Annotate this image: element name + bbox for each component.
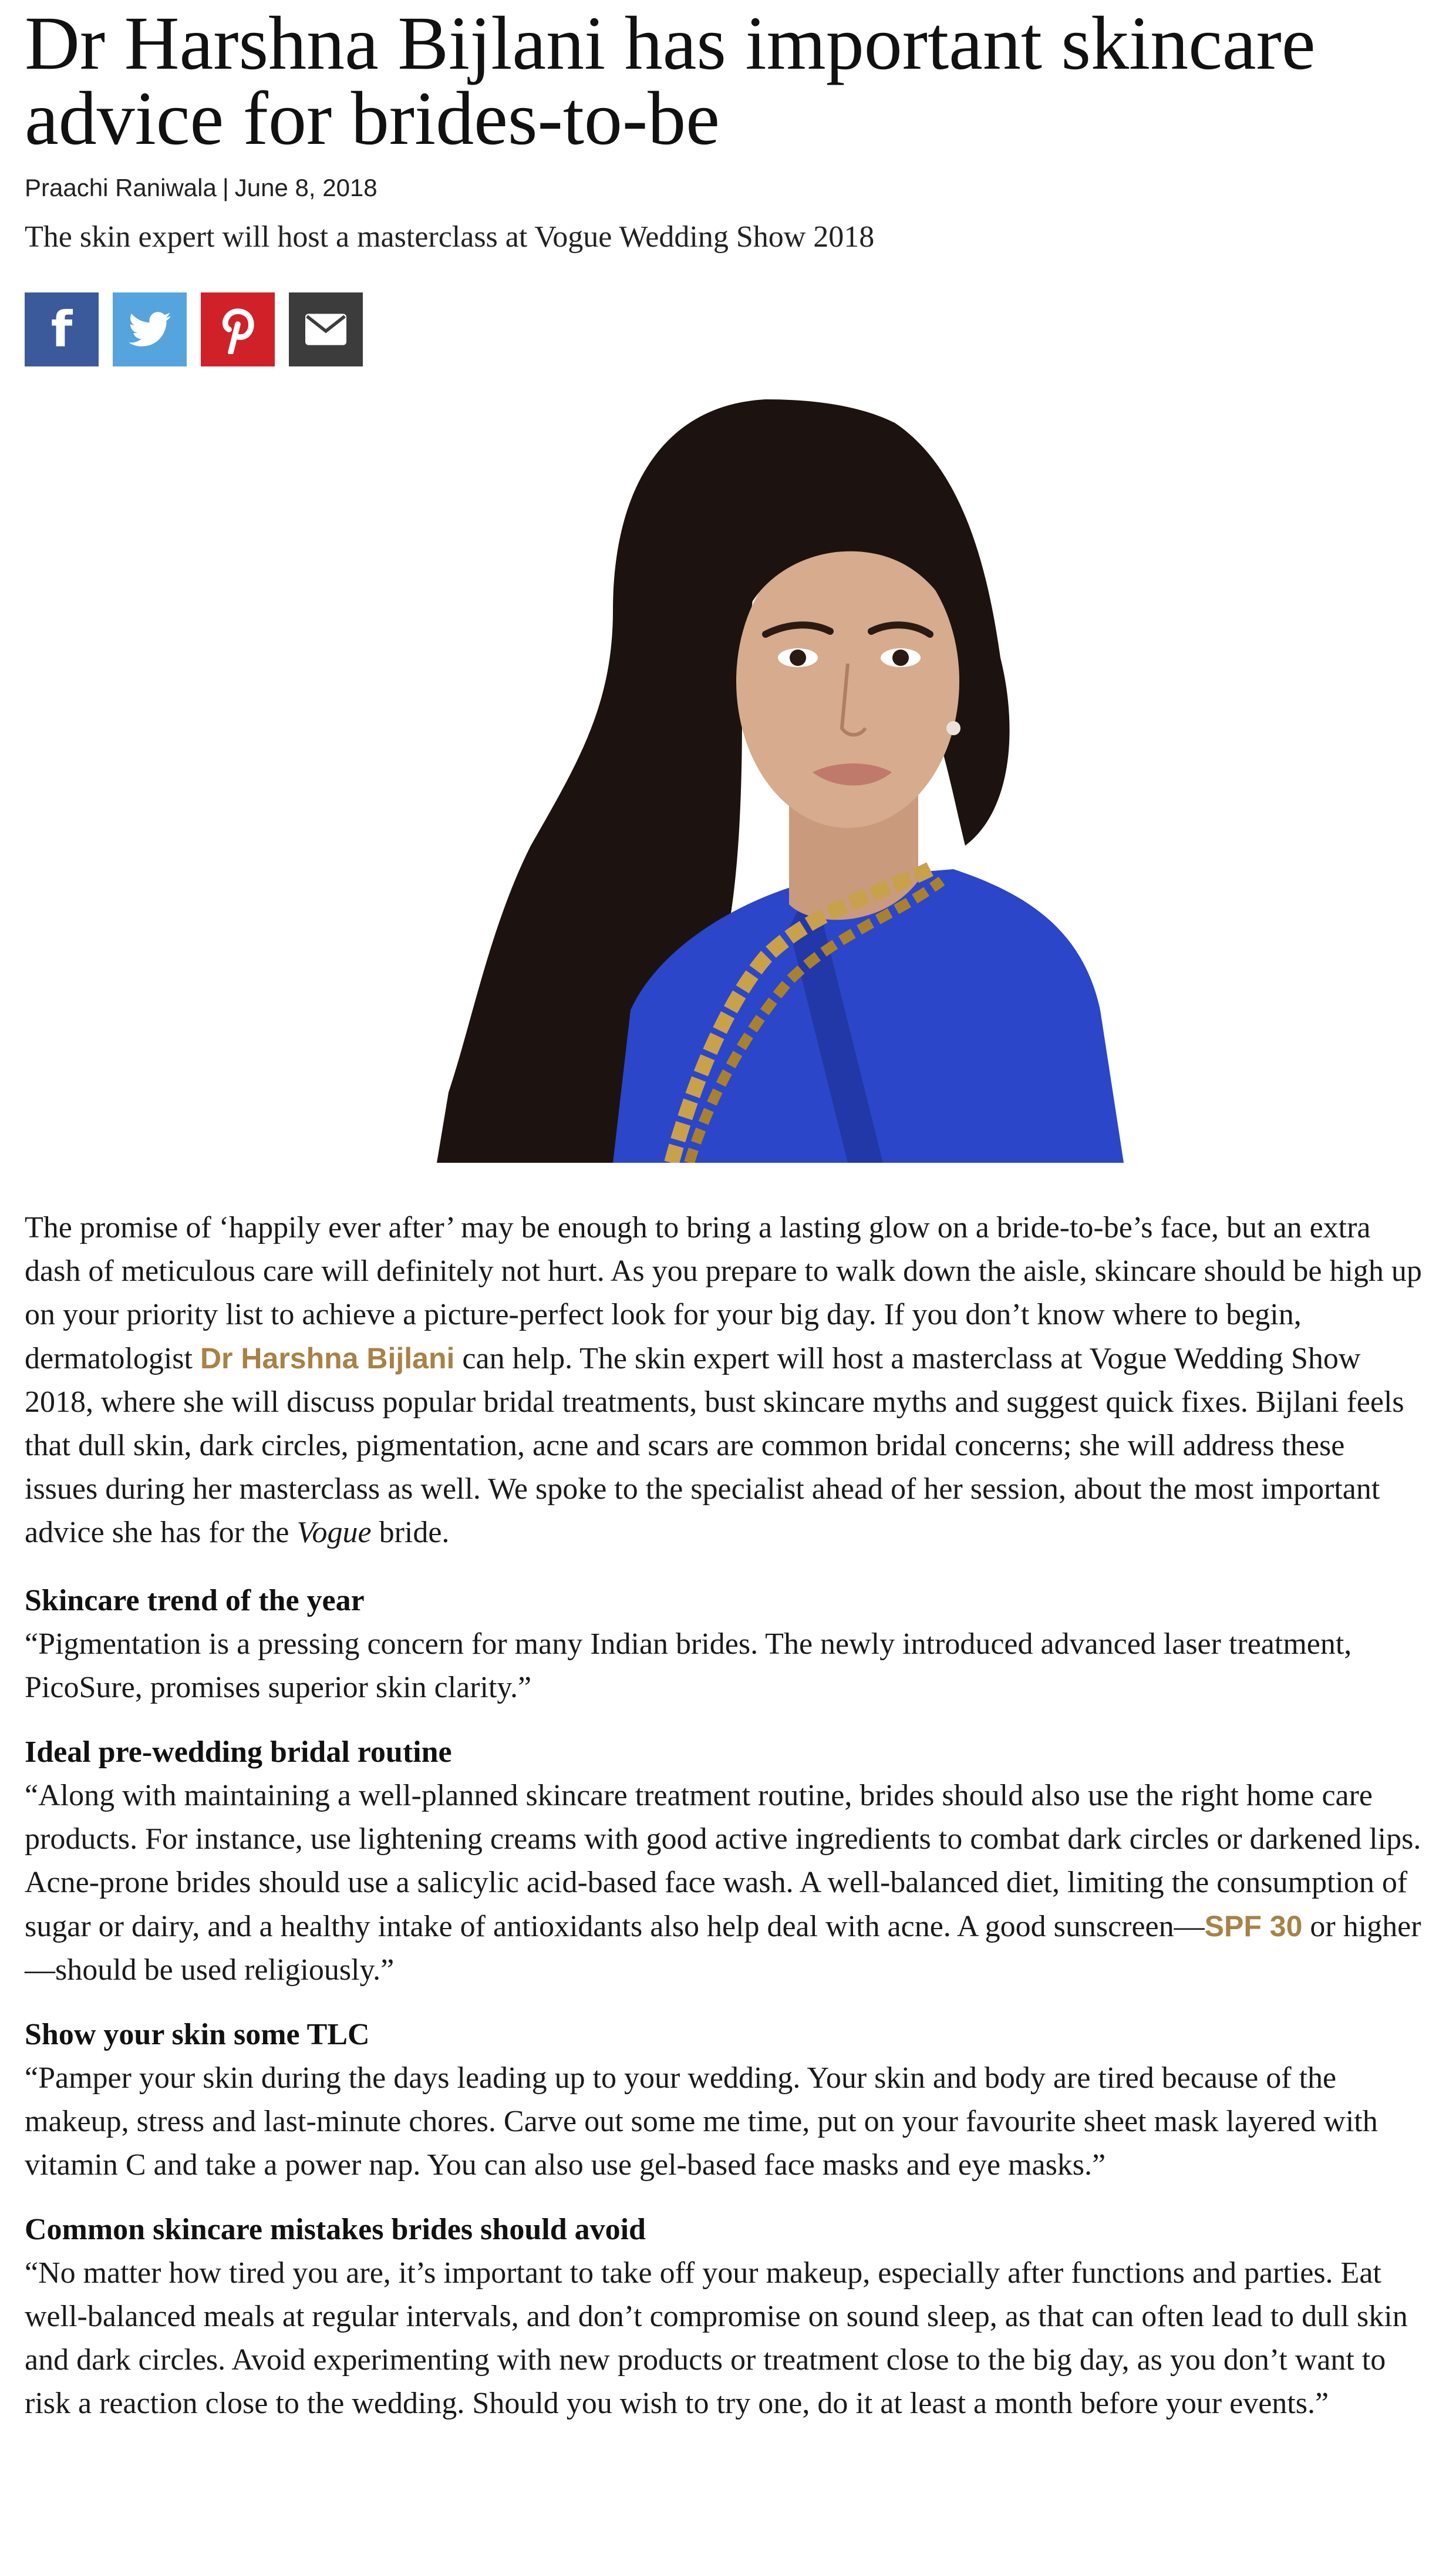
email-icon [304,313,348,346]
article-dek: The skin expert will host a masterclass at Vogue Wedding Show 2018 [25,220,875,254]
article-body [25,1206,1422,2447]
author-name[interactable]: Praachi Raniwala [25,174,217,201]
dr-harshna-bijlani-link[interactable]: Dr Harshna Bijlani [200,1342,455,1375]
publish-date: June 8, 2018 [234,174,378,201]
section-text: “Pamper your skin during the days leading up to your wedding. Your skin and body are tired because of the makeup, stress and last-minute chores. Carve out some me time, put on your favourite sheet mask layered with vitamin C and take a power nap. You can also use gel-based face masks and eye masks.” [25,2061,1378,2182]
section-heading: Skincare trend of the year [25,1584,365,1617]
pinterest-icon [220,305,255,354]
headline: Dr Harshna Bijlani has important skincare advice for brides-to-be [25,1,1316,161]
email-share-button[interactable] [289,292,363,366]
section-text: “No matter how tired you are, it’s important to take off your makeup, especially after functions and parties. Eat well-balanced meals at regular intervals, and don’t compromise on sound sleep, as that can often lead to dull skin and dark circles. Avoid experimenting with new products or treatment close to the big day, as you don’t want to risk a reaction close to the wedding. Should you wish to try one, do it at least a month before your events.” [25,2256,1408,2420]
section-heading: Common skincare mistakes brides should avoid [25,2213,646,2246]
section-text: “Along with maintaining a well-planned skincare treatment routine, brides should also use the right home care products. For instance, use lightening creams with good active ingredients to combat dark circles or darkened lips. Acne-prone brides should use a salicylic acid-based face wash. A well-balanced diet, limiting the consumption of sugar or dairy, and a healthy intake of antioxidants also help deal with acne. A good sunscreen—SPF 30 or higher—should be used religiously.” [25,1779,1421,1987]
byline-separator: | [222,174,229,201]
section-heading: Ideal pre-wedding bridal routine [25,1735,452,1769]
twitter-share-button[interactable] [113,292,187,366]
pinterest-share-button[interactable] [201,292,275,366]
hero-portrait-image [437,399,1124,1163]
section-text: “Pigmentation is a pressing concern for many Indian brides. The newly introduced advanced laser treatment, PicoSure, promises superior skin clarity.” [25,1627,1352,1704]
facebook-icon: f [50,301,73,358]
share-bar [25,292,363,366]
section-heading: Show your skin some TLC [25,2018,370,2051]
spf-30-link[interactable]: SPF 30 [1204,1910,1303,1943]
byline [25,174,378,202]
facebook-share-button[interactable] [25,292,99,366]
twitter-icon [129,312,171,347]
intro-paragraph: The promise of ‘happily ever after’ may be enough to bring a lasting glow on a bride-to-be’s face, but an extra dash of meticulous care will definitely not hurt. As you prepare to walk down the aisle, skincare should be high up on your priority list to achieve a picture-perfect look for your big day. If you don’t know where to begin, dermatologist Dr Harshna Bijlani can help. The skin expert will host a masterclass at Vogue Wedding Show 2018, where she will discuss popular bridal treatments, bust skincare myths and suggest quick fixes. Bijlani feels that dull skin, dark circles, pigmentation, acne and scars are common bridal concerns; she will address these issues during her masterclass as well. We spoke to the specialist ahead of her session, about the most important advice she has for the Vogue bride. [25,1211,1422,1549]
